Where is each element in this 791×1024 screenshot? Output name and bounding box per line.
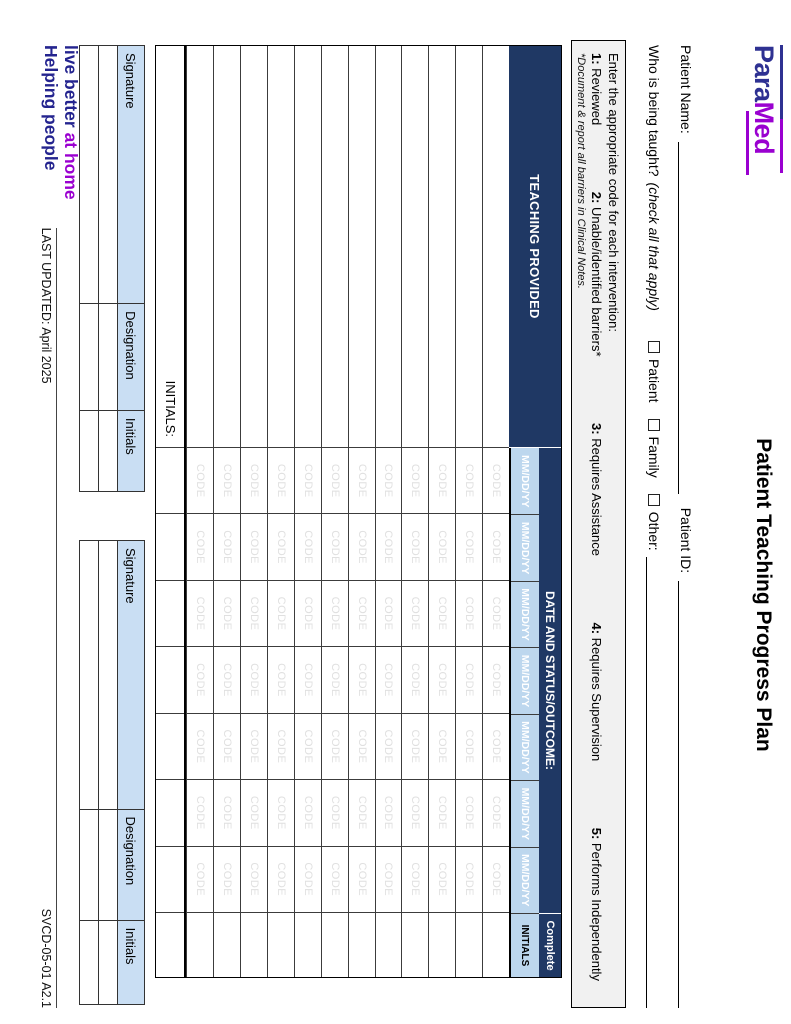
code-entry-cell[interactable]: CODE <box>456 514 482 580</box>
checkbox-label: Other: <box>646 511 662 551</box>
patient-name-field[interactable] <box>678 142 695 494</box>
signature-header-initials: Initials <box>123 417 139 455</box>
table-row <box>321 46 348 977</box>
initials-entry-cell[interactable] <box>80 921 98 1004</box>
signature-entry-cell[interactable] <box>80 46 98 304</box>
date-status-header: DATE AND STATUS/OUTCOME: <box>539 448 561 913</box>
code-entry-cell[interactable]: CODE <box>429 514 455 580</box>
code-entry-cell[interactable]: CODE <box>376 514 402 580</box>
code-entry-cell[interactable]: CODE <box>376 448 402 514</box>
footer <box>39 45 81 1008</box>
code-legend <box>589 53 604 995</box>
code-item: 4: Requires Supervision <box>589 622 604 762</box>
patient-id-field[interactable] <box>678 581 695 1008</box>
date-column-header[interactable]: MM/DD/YY <box>511 581 539 647</box>
code-entry-cell[interactable]: CODE <box>214 780 240 846</box>
page-title: Patient Teaching Progress Plan <box>752 438 775 752</box>
code-instruction-box <box>571 40 626 1008</box>
code-item: 2: Unable/identified barriers* <box>589 191 604 357</box>
taught-checkbox-group <box>646 311 663 1008</box>
signature-row <box>99 541 118 1004</box>
teaching-provided-cell[interactable] <box>456 46 482 448</box>
code-entry-cell[interactable]: CODE <box>456 780 482 846</box>
complete-header: Complete <box>539 913 561 977</box>
date-column-header[interactable]: MM/DD/YY <box>511 647 539 713</box>
code-entry-cell[interactable]: CODE <box>187 714 213 780</box>
designation-entry-cell[interactable] <box>80 810 98 921</box>
initials-entry-cell[interactable] <box>156 714 184 780</box>
code-entry-cell[interactable]: CODE <box>402 514 428 580</box>
code-entry-cell[interactable]: CODE <box>268 581 294 647</box>
initials-entry-cell[interactable] <box>156 514 184 580</box>
signature-table <box>79 45 145 492</box>
initials-entry-cell[interactable] <box>99 921 117 1004</box>
designation-entry-cell[interactable] <box>80 304 98 411</box>
teaching-provided-cell[interactable] <box>322 46 348 448</box>
code-entry-cell[interactable]: CODE <box>376 581 402 647</box>
signature-section <box>79 45 145 1008</box>
code-entry-cell[interactable]: CODE <box>349 514 375 580</box>
patient-name-label: Patient Name: <box>678 45 694 134</box>
code-entry-cell[interactable]: CODE <box>295 448 321 514</box>
initials-entry-cell[interactable] <box>156 581 184 647</box>
checkbox-label: Family <box>646 436 662 478</box>
code-entry-cell[interactable]: CODE <box>214 514 240 580</box>
code-entry-cell[interactable]: CODE <box>295 514 321 580</box>
code-entry-cell[interactable]: CODE <box>295 647 321 713</box>
code-entry-cell[interactable]: CODE <box>241 581 267 647</box>
code-entry-cell[interactable]: CODE <box>322 714 348 780</box>
code-entry-cell[interactable]: CODE <box>483 714 509 780</box>
code-entry-cell[interactable]: CODE <box>268 780 294 846</box>
code-entry-cell[interactable]: CODE <box>241 647 267 713</box>
teaching-provided-cell[interactable] <box>483 46 509 448</box>
patient-id-label: Patient ID: <box>678 507 694 574</box>
code-entry-cell[interactable]: CODE <box>429 847 455 913</box>
teaching-provided-cell[interactable] <box>268 46 294 448</box>
tagline-live-better: live better <box>61 45 81 128</box>
table-row <box>186 46 213 977</box>
teaching-provided-cell[interactable] <box>349 46 375 448</box>
code-entry-cell[interactable]: CODE <box>402 647 428 713</box>
teaching-provided-cell[interactable] <box>402 46 428 448</box>
code-item: 1: Reviewed <box>589 53 604 126</box>
complete-initials-cell[interactable] <box>214 913 240 977</box>
patient-info-row <box>678 45 695 1008</box>
complete-initials-cell[interactable] <box>241 913 267 977</box>
table-row <box>401 46 428 977</box>
logo-part-med: Med <box>749 101 779 155</box>
code-entry-cell[interactable]: CODE <box>241 780 267 846</box>
signature-row <box>80 541 99 1004</box>
code-entry-cell[interactable]: CODE <box>241 714 267 780</box>
code-entry-cell[interactable]: CODE <box>349 647 375 713</box>
initials-entry-cell[interactable] <box>156 647 184 713</box>
code-entry-cell[interactable]: CODE <box>268 647 294 713</box>
code-entry-cell[interactable]: CODE <box>214 714 240 780</box>
teaching-table <box>155 45 562 978</box>
table-row <box>348 46 375 977</box>
code-entry-cell[interactable]: CODE <box>402 847 428 913</box>
date-column-header[interactable]: MM/DD/YY <box>511 714 539 780</box>
taught-row <box>646 45 663 1008</box>
code-entry-cell[interactable]: CODE <box>402 581 428 647</box>
other-field[interactable] <box>646 557 663 1008</box>
signature-header-signature: Signature <box>118 46 144 304</box>
complete-initials-cell[interactable] <box>429 913 455 977</box>
code-entry-cell[interactable]: CODE <box>349 780 375 846</box>
code-entry-cell[interactable]: CODE <box>214 647 240 713</box>
tagline-at-home: at home <box>61 132 81 200</box>
code-entry-cell[interactable]: CODE <box>268 514 294 580</box>
date-header-row <box>509 448 539 977</box>
signature-entry-cell[interactable] <box>80 541 98 810</box>
table-row <box>455 46 482 977</box>
code-entry-cell[interactable]: CODE <box>456 847 482 913</box>
signature-entry-cell[interactable] <box>99 541 117 810</box>
table-row <box>482 46 509 977</box>
family-checkbox[interactable] <box>648 419 660 431</box>
initials-entry-cell[interactable] <box>156 913 184 977</box>
code-entry-cell[interactable]: CODE <box>322 647 348 713</box>
complete-initials-cell[interactable] <box>295 913 321 977</box>
code-entry-cell[interactable]: CODE <box>483 581 509 647</box>
complete-initials-cell[interactable] <box>322 913 348 977</box>
footer-rule <box>56 228 57 1008</box>
tagline-line-1 <box>61 45 81 200</box>
designation-entry-cell[interactable] <box>99 810 117 921</box>
complete-initials-cell[interactable] <box>376 913 402 977</box>
footer-meta <box>39 228 57 1008</box>
initials-entry-cell[interactable] <box>80 411 98 491</box>
patient-checkbox[interactable] <box>648 341 660 353</box>
taught-note: (check all that apply) <box>646 182 662 311</box>
code-entry-cell[interactable]: CODE <box>429 448 455 514</box>
initials-row <box>156 46 186 977</box>
code-entry-cell[interactable]: CODE <box>429 780 455 846</box>
code-entry-cell[interactable]: CODE <box>322 514 348 580</box>
signature-row <box>99 46 118 491</box>
code-entry-cell[interactable]: CODE <box>483 448 509 514</box>
code-entry-cell[interactable]: CODE <box>241 514 267 580</box>
date-column-header[interactable]: MM/DD/YY <box>511 847 539 913</box>
code-entry-cell[interactable]: CODE <box>349 847 375 913</box>
teaching-table-header <box>509 46 561 977</box>
checkbox-option-family <box>646 419 662 478</box>
code-entry-cell[interactable]: CODE <box>187 847 213 913</box>
code-entry-cell[interactable]: CODE <box>187 780 213 846</box>
signature-header-signature: Signature <box>118 541 144 810</box>
code-entry-cell[interactable]: CODE <box>214 581 240 647</box>
signature-table-header <box>118 541 144 1004</box>
code-entry-cell[interactable]: CODE <box>402 714 428 780</box>
code-entry-cell[interactable]: CODE <box>483 647 509 713</box>
table-row <box>240 46 267 977</box>
signature-header-initials: Initials <box>123 927 139 965</box>
teaching-provided-cell[interactable] <box>429 46 455 448</box>
initials-label: INITIALS: <box>156 46 184 448</box>
signature-row <box>80 46 99 491</box>
code-entry-cell[interactable]: CODE <box>214 448 240 514</box>
table-row <box>267 46 294 977</box>
code-entry-cell[interactable]: CODE <box>268 448 294 514</box>
code-entry-cell[interactable]: CODE <box>429 581 455 647</box>
initials-entry-cell[interactable] <box>99 411 117 491</box>
checkbox-label: Patient <box>646 358 662 403</box>
last-updated-text: LAST UPDATED: April 2025 <box>39 227 53 384</box>
date-column-header[interactable]: MM/DD/YY <box>511 514 539 580</box>
code-entry-cell[interactable]: CODE <box>187 581 213 647</box>
complete-initials-cell[interactable] <box>456 913 482 977</box>
checkbox-option-other <box>646 494 662 551</box>
code-entry-cell[interactable]: CODE <box>349 714 375 780</box>
code-entry-cell[interactable]: CODE <box>214 847 240 913</box>
code-entry-cell[interactable]: CODE <box>295 714 321 780</box>
date-column-header[interactable]: MM/DD/YY <box>511 780 539 846</box>
instruction-footnote: *Document & report all barriers in Clinical Notes. <box>575 53 587 289</box>
code-entry-cell[interactable]: CODE <box>376 780 402 846</box>
code-entry-cell[interactable]: CODE <box>429 714 455 780</box>
code-entry-cell[interactable]: CODE <box>187 647 213 713</box>
doc-code-text: SVCD-05-01 A2.1 <box>39 908 53 1008</box>
complete-initials-cell[interactable] <box>402 913 428 977</box>
code-entry-cell[interactable]: CODE <box>187 514 213 580</box>
brand-tagline <box>39 45 81 200</box>
code-entry-cell[interactable]: CODE <box>295 581 321 647</box>
complete-initials-header: INITIALS <box>511 913 539 977</box>
code-entry-cell[interactable]: CODE <box>456 647 482 713</box>
complete-initials-cell[interactable] <box>483 913 509 977</box>
code-entry-cell[interactable]: CODE <box>456 581 482 647</box>
teaching-provided-cell[interactable] <box>295 46 321 448</box>
paramed-logo <box>746 45 783 215</box>
teaching-provided-cell[interactable] <box>376 46 402 448</box>
signature-entry-cell[interactable] <box>99 46 117 304</box>
complete-initials-cell[interactable] <box>268 913 294 977</box>
code-entry-cell[interactable]: CODE <box>322 581 348 647</box>
code-entry-cell[interactable]: CODE <box>349 448 375 514</box>
code-entry-cell[interactable]: CODE <box>402 448 428 514</box>
taught-question: Who is being taught? <box>646 45 662 177</box>
code-entry-cell[interactable]: CODE <box>456 714 482 780</box>
logo-part-para: Para <box>749 45 779 102</box>
code-entry-cell[interactable]: CODE <box>322 847 348 913</box>
code-entry-cell[interactable]: CODE <box>402 780 428 846</box>
code-entry-cell[interactable]: CODE <box>429 647 455 713</box>
table-row <box>375 46 402 977</box>
code-entry-cell[interactable]: CODE <box>483 780 509 846</box>
code-item: 3: Requires Assistance <box>589 423 604 556</box>
code-entry-cell[interactable]: CODE <box>376 647 402 713</box>
logo-top-rule <box>780 45 783 173</box>
signature-table <box>79 540 145 1005</box>
tagline-line-2: Helping people <box>41 45 61 171</box>
logo-wordmark <box>749 45 779 215</box>
code-entry-cell[interactable]: CODE <box>322 780 348 846</box>
date-column-header[interactable]: MM/DD/YY <box>511 448 539 514</box>
code-entry-cell[interactable]: CODE <box>456 448 482 514</box>
code-entry-cell[interactable]: CODE <box>295 847 321 913</box>
signature-table-header <box>118 46 144 491</box>
code-entry-cell[interactable]: CODE <box>268 714 294 780</box>
teaching-table-body <box>186 46 509 977</box>
signature-header-designation: Designation <box>118 304 144 411</box>
table-row <box>428 46 455 977</box>
code-entry-cell[interactable]: CODE <box>241 448 267 514</box>
code-entry-cell[interactable]: CODE <box>376 847 402 913</box>
code-entry-cell[interactable]: CODE <box>376 714 402 780</box>
code-item: 5: Performs Independently <box>589 827 604 981</box>
code-entry-cell[interactable]: CODE <box>268 847 294 913</box>
complete-initials-cell[interactable] <box>187 913 213 977</box>
code-entry-cell[interactable]: CODE <box>483 847 509 913</box>
code-entry-cell[interactable]: CODE <box>241 847 267 913</box>
table-row <box>294 46 321 977</box>
code-entry-cell[interactable]: CODE <box>295 780 321 846</box>
code-entry-cell[interactable]: CODE <box>349 581 375 647</box>
teaching-provided-cell[interactable] <box>187 46 213 448</box>
code-entry-cell[interactable]: CODE <box>187 448 213 514</box>
other-checkbox[interactable] <box>648 494 660 506</box>
designation-entry-cell[interactable] <box>99 304 117 411</box>
complete-initials-cell[interactable] <box>349 913 375 977</box>
table-row <box>213 46 240 977</box>
teaching-provided-cell[interactable] <box>241 46 267 448</box>
initials-entry-cell[interactable] <box>156 780 184 846</box>
signature-header-designation: Designation <box>118 810 144 921</box>
initials-entry-cell[interactable] <box>156 847 184 913</box>
teaching-provided-header: TEACHING PROVIDED <box>509 46 561 448</box>
checkbox-option-patient <box>646 341 662 403</box>
initials-entry-cell[interactable] <box>156 448 184 514</box>
teaching-provided-cell[interactable] <box>214 46 240 448</box>
code-entry-cell[interactable]: CODE <box>322 448 348 514</box>
instruction-heading: Enter the appropriate code for each intervention: <box>606 53 621 332</box>
code-entry-cell[interactable]: CODE <box>483 514 509 580</box>
